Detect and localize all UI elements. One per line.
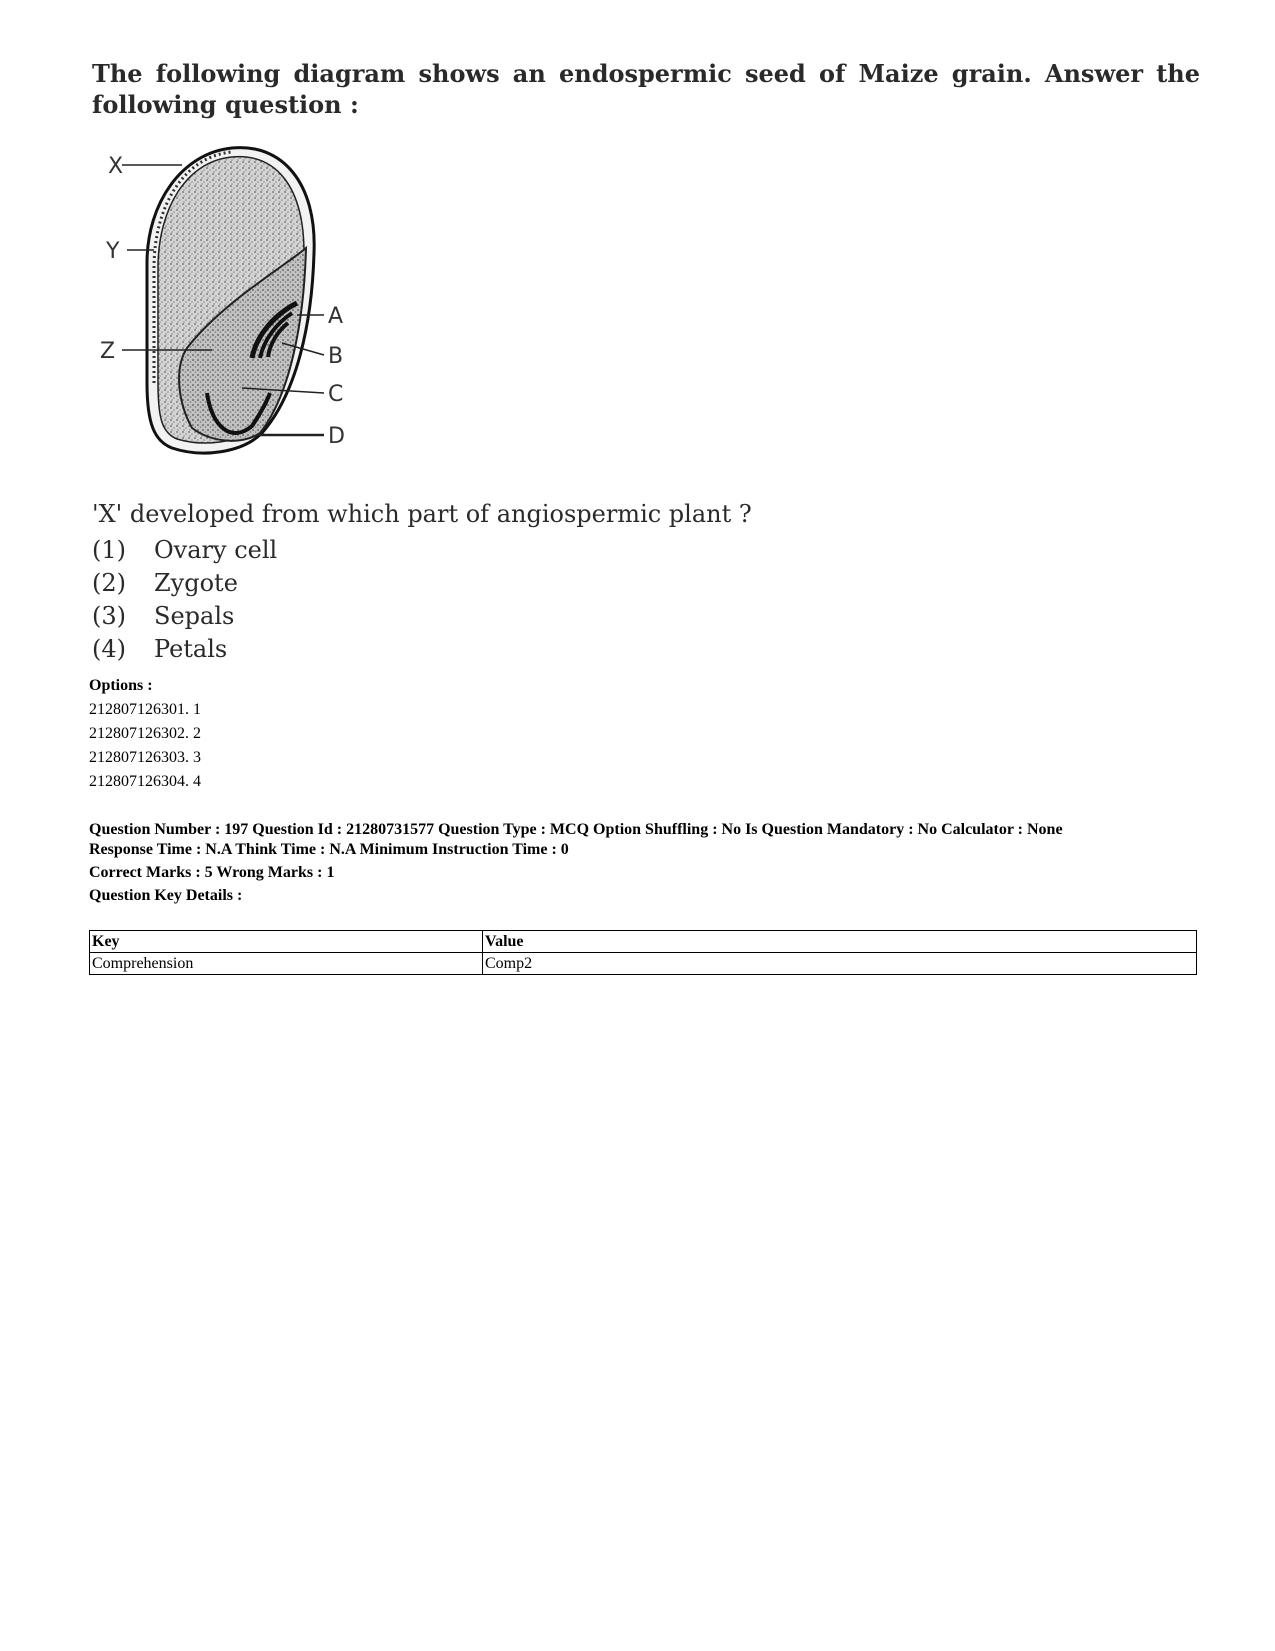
meta-line-1: Question Number : 197 Question Id : 21280731577 Question Type : MCQ Option Shuffling : No Is Question Mandatory : No Calculator : None: [89, 821, 1063, 838]
option-item: 212807126304. 4: [89, 773, 201, 790]
table-cell-value: Comp2: [483, 953, 1197, 975]
table-cell-key: Comprehension: [90, 953, 483, 975]
choice-item: (4) Petals: [92, 635, 228, 663]
label-z: Z: [100, 339, 116, 364]
marks-line: Correct Marks : 5 Wrong Marks : 1: [89, 864, 335, 881]
question-scan-image: [92, 58, 1200, 663]
option-item: 212807126301. 1: [89, 701, 201, 718]
label-b: B: [328, 344, 344, 369]
label-c: C: [328, 382, 344, 407]
maize-seed-diagram: [92, 143, 382, 473]
question-meta: [89, 820, 1063, 906]
choice-item: (2) Zygote: [92, 569, 238, 597]
table-header-row: [90, 931, 1197, 953]
table-row: [90, 953, 1197, 975]
label-x: X: [108, 154, 124, 179]
option-item: 212807126302. 2: [89, 725, 201, 742]
key-details-heading: Question Key Details :: [89, 887, 243, 904]
question-stem: 'X' developed from which part of angiospermic plant ?: [92, 500, 752, 528]
key-details-table: [89, 930, 1197, 975]
label-y: Y: [106, 239, 120, 264]
choice-item: (3) Sepals: [92, 602, 235, 630]
choice-item: (1) Ovary cell: [92, 536, 278, 564]
meta-line-2: Response Time : N.A Think Time : N.A Minimum Instruction Time : 0: [89, 841, 569, 858]
choice-list: [92, 534, 277, 666]
options-block: [89, 674, 201, 794]
label-a: A: [328, 304, 344, 329]
table-header-key: Key: [90, 931, 483, 953]
options-heading: Options :: [89, 677, 153, 694]
table-header-value: Value: [483, 931, 1197, 953]
option-item: 212807126303. 3: [89, 749, 201, 766]
label-d: D: [328, 424, 345, 449]
question-intro: The following diagram shows an endospermic seed of Maize grain. Answer the following question :: [92, 59, 1200, 119]
